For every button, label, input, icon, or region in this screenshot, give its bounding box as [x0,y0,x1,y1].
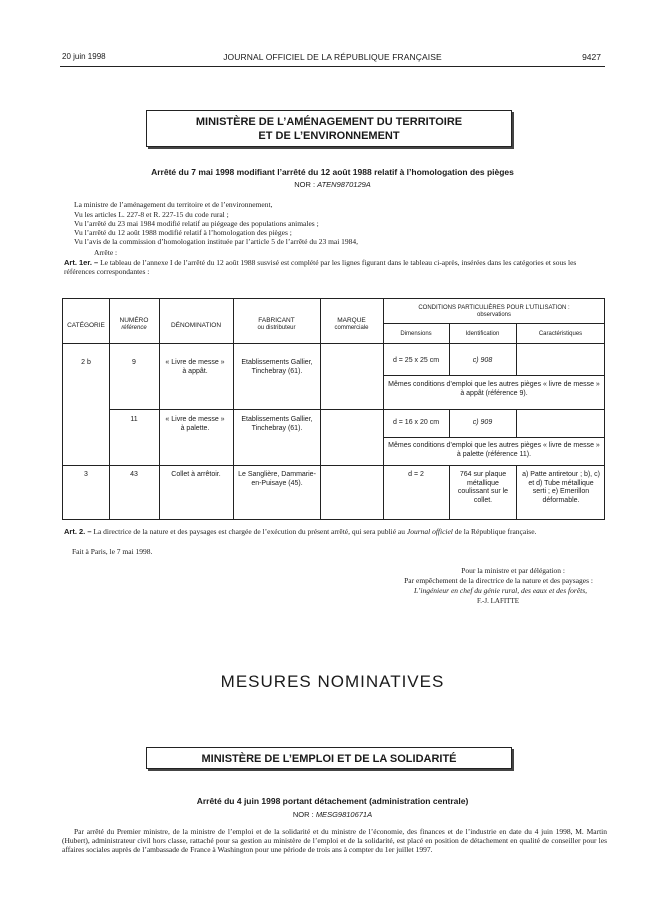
cell-categorie: 2 b [81,359,91,366]
cell-numero: 11 [130,416,138,423]
section-title: MESURES NOMINATIVES [220,672,445,691]
visa-line: La ministre de l’aménagement du territoire et de l’environnement, [74,200,273,209]
cell-denomination: Collet à arrêtoir. [171,471,221,478]
col-header-caracteristiques: Caractéristiques [538,331,583,337]
arrete-body: Par arrêté du Premier ministre, de la ministre de l’emploi et de la solidarité et du ministre de l’économie, des finances et de l’industrie en date du 4 juin 1998, M. Martin (Hubert), administrateur civil hors classe, rattaché pour sa gestion au ministère de l’emploi et de la solidarité, est placé en position de détachement en qualité de conseiller pour les affaires sociales auprès de l’ambassade de France à Washington pour une période de trois ans à compter du 1er juillet 1997. [62,827,607,854]
visa-line: Vu les articles L. 227-8 et R. 227-15 du code rural ; [74,210,229,219]
article-1-label: Art. 1er. – [64,258,99,267]
cell-note: Mêmes conditions d’emploi que les autres pièges « livre de messe » à palette (référence 11). [388,442,600,458]
cell-categorie: 3 [84,471,88,478]
header-page-number: 9427 [582,52,601,62]
cell-numero: 9 [132,359,136,366]
cell-numero: 43 [130,471,138,478]
cell-denomination: « Livre de messe » à appât. [165,359,225,375]
cell-fabricant: Etablissements Gallier, Tinchebray (61). [241,416,313,432]
nor-label: NOR : [292,810,314,819]
header-journal-title: JOURNAL OFFICIEL DE LA RÉPUBLIQUE FRANÇAISE [223,52,442,62]
article-2-text: La directrice de la nature et des paysages est chargée de l’exécution du présent arrêté, qui sera publié au [93,527,407,536]
col-header-conditions-sub: observations [476,312,512,318]
col-header-fabricant-sub: ou distributeur [257,325,296,331]
ministry-heading-box: MINISTÈRE DE L’EMPLOI ET DE LA SOLIDARITÉ [146,747,512,769]
col-header-dimensions: Dimensions [400,331,432,337]
cell-identification: c) 908 [472,357,493,364]
ministry-heading-box [146,110,512,147]
nor-label: NOR : [294,180,316,189]
arrete-title: Arrêté du 4 juin 1998 portant détachement (administration centrale) [196,796,469,806]
article-1 [64,258,604,276]
col-header-denomination: DÉNOMINATION [170,322,222,329]
article-2-journal: Journal officiel [406,527,453,536]
cell-note: Mêmes conditions d’emploi que les autres pièges « livre de messe » à appât (référence 9). [388,381,600,397]
article-2-label: Art. 2. – [64,527,92,536]
col-header-categorie: CATÉGORIE [67,322,105,329]
cell-fabricant: Le Sanglière, Dammarie-en-Puisaye (45). [238,471,316,487]
cell-dimensions: d = 25 x 25 cm [392,357,440,364]
nor-code: ATEN9870129A [317,180,371,189]
col-header-marque-sub: commerciale [334,325,369,331]
fait-a-paris: Fait à Paris, le 7 mai 1998. [72,547,153,556]
article-1-text: Le tableau de l’annexe I de l’arrêté du 12 août 1988 susvisé est complété par les lignes figurant dans le tableau ci-après, insérées dans les catégories et sous les références correspondantes : [64,258,577,276]
col-header-conditions: CONDITIONS PARTICULIÈRES POUR L’UTILISATION : [418,305,570,311]
visa-line: Vu l’avis de la commission d’homologation instituée par l’article 5 de l’arrêté du 23 mai 1984, [74,237,359,246]
arrete-nor [0,180,665,189]
arrete-title: Arrêté du 7 mai 1998 modifiant l’arrêté du 12 août 1988 relatif à l’homologation des pièges [151,167,514,177]
col-header-identification: Identification [465,331,500,337]
signature-line2: Par empêchement de la directrice de la nature et des paysages : [404,576,593,585]
col-header-numero-sub: référence [121,325,147,331]
signature-name: F.-J. LAFITTE [476,597,519,605]
visa-line: Vu l’arrêté du 12 août 1988 modifié relatif à l’homologation des pièges ; [74,228,292,237]
col-header-fabricant: FABRICANT [258,317,295,324]
arrete-label: Arrête : [94,248,118,257]
cell-denomination: « Livre de messe » à palette. [165,416,225,432]
cell-dimensions: d = 16 x 20 cm [392,419,440,426]
ministry-heading-line2: ET DE L’ENVIRONNEMENT [258,130,400,142]
cell-identification: 764 sur plaque métallique coulissant sur le collet. [457,471,509,504]
signature-line3: L’ingénieur en chef du génie rural, des eaux et des forêts, [413,586,587,595]
cell-dimensions: d = 2 [408,471,424,478]
header-date: 20 juin 1998 [62,52,106,61]
header-rule [60,66,605,67]
article-2 [64,527,604,536]
visa-line: Vu l’arrêté du 23 mai 1984 modifié relatif au piégeage des populations animales ; [74,219,319,228]
cell-fabricant: Etablissements Gallier, Tinchebray (61). [241,359,313,375]
cell-identification: c) 909 [472,419,493,426]
col-header-marque: MARQUE [337,317,366,324]
article-2-end: de la République française. [452,527,537,536]
signature-line1: Pour la ministre et par délégation : [461,566,565,575]
col-header-numero: NUMÉRO [119,317,149,324]
homologation-table [62,298,605,520]
nor-code: MESG9810671A [315,810,373,819]
arrete-nor [0,810,665,819]
cell-caracteristiques: a) Patte antiretour ; b), c) et d) Tube métallique serti ; e) Emerillon déformable. [522,471,600,504]
ministry-heading-line1: MINISTÈRE DE L’AMÉNAGEMENT DU TERRITOIRE [195,116,463,128]
